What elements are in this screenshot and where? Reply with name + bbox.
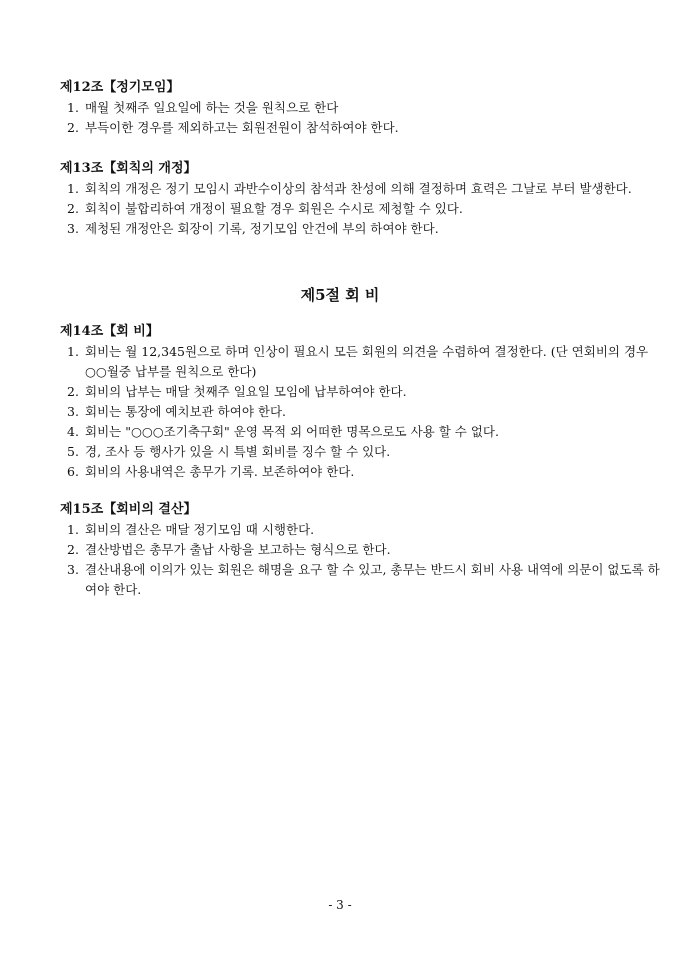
item-text: 회비는 "○○○조기축구회" 운영 목적 외 어떠한 명목으로도 사용 할 수 없다. — [85, 424, 499, 439]
item-number: 6. — [67, 464, 79, 479]
item-number: 2. — [67, 201, 79, 216]
item-number: 3. — [67, 221, 79, 236]
item-number: 4. — [67, 424, 79, 439]
item-text: 회비의 사용내역은 총무가 기록. 보존하여야 한다. — [85, 464, 355, 479]
list-item — [60, 442, 660, 462]
list-item — [60, 422, 660, 442]
item-text: 회비는 통장에 예치보관 하여야 한다. — [85, 404, 286, 419]
item-number: 5. — [67, 444, 79, 459]
item-text: 회비의 납부는 매달 첫째주 일요일 모임에 납부하여야 한다. — [85, 384, 407, 399]
section-title: 제5절 회 비 — [300, 286, 380, 304]
item-text: 매월 첫째주 일요일에 하는 것을 원칙으로 한다 — [85, 100, 339, 115]
item-number: 2. — [67, 120, 79, 135]
item-number: 2. — [67, 384, 79, 399]
list-item — [60, 98, 660, 118]
article-items — [60, 520, 660, 600]
item-text: 회비의 결산은 매달 정기모임 때 시행한다. — [85, 522, 315, 537]
list-item — [60, 118, 660, 138]
list-item — [60, 342, 660, 382]
article-13 — [60, 159, 660, 239]
item-text: 회칙의 개정은 정기 모임시 과반수이상의 참석과 찬성에 의해 결정하며 효력은 그날로 부터 발생한다. — [85, 181, 632, 196]
list-item — [60, 540, 660, 560]
list-item — [60, 199, 660, 219]
article-12 — [60, 78, 660, 138]
article-heading: 제14조【회 비】 — [60, 324, 159, 339]
item-text: 제청된 개정안은 회장이 기록, 정기모임 안건에 부의 하여야 한다. — [85, 221, 439, 236]
list-item — [60, 520, 660, 540]
list-item — [60, 179, 660, 199]
item-text: 회비는 월 12,345원으로 하며 인상이 필요시 모든 회원의 의견을 수렴하여 결정한다. (단 연회비의 경우 ○○월중 납부를 원칙으로 한다) — [85, 344, 649, 379]
article-heading: 제13조【회칙의 개정】 — [60, 161, 197, 176]
article-items — [60, 98, 660, 138]
page-number: - 3 - — [328, 898, 352, 912]
list-item — [60, 219, 660, 239]
item-text: 경, 조사 등 행사가 있을 시 특별 회비를 징수 할 수 있다. — [85, 444, 391, 459]
article-15 — [60, 500, 660, 600]
article-items — [60, 342, 660, 482]
article-items — [60, 179, 660, 239]
item-text: 결산방법은 총무가 출납 사항을 보고하는 형식으로 한다. — [85, 542, 391, 557]
item-number: 1. — [67, 181, 79, 196]
list-item — [60, 462, 660, 482]
item-number: 1. — [67, 344, 79, 359]
list-item — [60, 382, 660, 402]
item-number: 1. — [67, 100, 79, 115]
item-text: 부득이한 경우를 제외하고는 회원전원이 참석하여야 한다. — [85, 120, 399, 135]
item-text: 결산내용에 이의가 있는 회원은 해명을 요구 할 수 있고, 총무는 반드시 회비 사용 내역에 의문이 없도록 하여야 한다. — [85, 562, 660, 597]
article-14 — [60, 322, 660, 482]
item-number: 1. — [67, 522, 79, 537]
list-item — [60, 560, 660, 600]
list-item — [60, 402, 660, 422]
item-number: 3. — [67, 562, 79, 577]
article-heading: 제15조【회비의 결산】 — [60, 502, 197, 517]
item-number: 3. — [67, 404, 79, 419]
item-text: 회칙이 불합리하여 개정이 필요할 경우 회원은 수시로 제청할 수 있다. — [85, 201, 463, 216]
article-heading: 제12조【정기모임】 — [60, 80, 180, 95]
item-number: 2. — [67, 542, 79, 557]
